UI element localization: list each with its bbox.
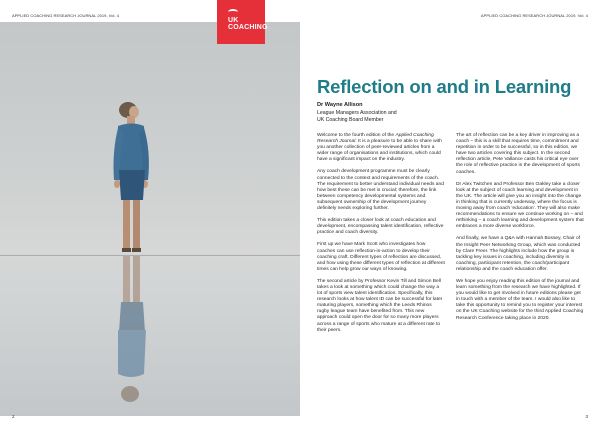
running-head-left: APPLIED COACHING RESEARCH JOURNAL 2019, Vol. 4 (12, 13, 120, 18)
paragraph-text: . It is a pleasure to be able to share with you another collection of peer-reviewed articles from a wider range of organisations and institutions, which could have a significant impact on the industry. (317, 139, 442, 163)
article-title: Reflection on and in Learning (317, 76, 572, 97)
author-name: Dr Wayne Allison (317, 102, 363, 108)
affiliation-line-1: League Managers Association and (317, 110, 397, 116)
running-head-right: APPLIED COACHING RESEARCH JOURNAL 2019, Vol. 4 (480, 13, 588, 18)
paragraph: And finally, we have a Q&A with Hannah Bossey, Chair of the Insight Peer Networking Group, which was conducted by Clare Freer. The highlights include how the group is tackling key issues in coaching, including diversity in coaching, participant retention, the coach/participant relationship and the coach education offer. (456, 236, 581, 272)
logo-arc-icon (228, 9, 238, 15)
logo-line2: COACHING (228, 24, 268, 31)
paragraph: We hope you enjoy reading this edition of the journal and learn something from the research we have highlighted. If you would like to get involved in future editions please get in touch with a member of the team. I would also like to take this opportunity to remind you to register your interest on the UK Coaching website for the third Applied Coaching Research Conference taking place in 2020. (456, 278, 584, 321)
paragraph: This edition takes a closer look at coach education and development, encompassing talent identification, reflective practice and coach diversity. (317, 218, 444, 236)
paragraph: The second article by Professor Kevin Till and Simon Bell takes a look at something which could change the way a lot of sports view talent identification. Specifically, this research looks at how talent ID can be successful for later maturing players, something which the Leeds Rhinos rugby league team have benefited from. This new approach could open the door for so many more players across a range of sports who mature at a different rate to their peers. (317, 278, 443, 333)
journal-name: Applied Coaching Research Journal (317, 133, 434, 145)
uk-coaching-logo (217, 0, 268, 44)
body-column-2 (456, 133, 584, 328)
paragraph: Dr Alex Twitchen and Professor Ben Oakley take a closer look at the subject of coach learning and development in the UK. The article will give you an insight into the change in thinking that is currently underway, where the focus is moving away from coach 'education'. They will also make recommendations to ensure we continue working on – and rethinking – a coach learning and development system that embraces a more diverse workforce. (456, 181, 584, 230)
person-figure (0, 22, 300, 416)
paragraph-text: Welcome to the fourth edition of the (317, 133, 396, 138)
logo-line1: UK (228, 17, 239, 24)
author-affiliation (317, 110, 457, 123)
page-number-right: 3 (585, 414, 588, 419)
body-column-1 (317, 133, 445, 340)
cover-photo (0, 22, 300, 416)
page-number-left: 2 (12, 414, 15, 419)
affiliation-line-2: UK Coaching Board Member (317, 116, 384, 123)
paragraph (317, 133, 445, 163)
paragraph: Any coach development programme must be clearly connected to the context and requirements of the coach. The requirement to better understand individual needs and how best these can be met is crucial; therefore, the link between competency developmental systems and subsequent ownership of the development journey definitely needs exploring further. (317, 169, 444, 212)
paragraph: The art of reflection can be a key driver in improving as a coach – this is a skill that requires time, commitment and repetition in order to be successful, so in this edition, we have two articles covering this subject. In the second reflection article, Pete Vallance casts his critical eye over the role of reflective practice in the development of sports coaches. (456, 133, 580, 175)
paragraph: First up we have Mark Scott who investigates how coaches can use reflection-in-action to develop their coaching craft. Different types of reflection are discussed, and how using these different types of reflection at different times can help grow our ways of knowing. (317, 242, 445, 272)
